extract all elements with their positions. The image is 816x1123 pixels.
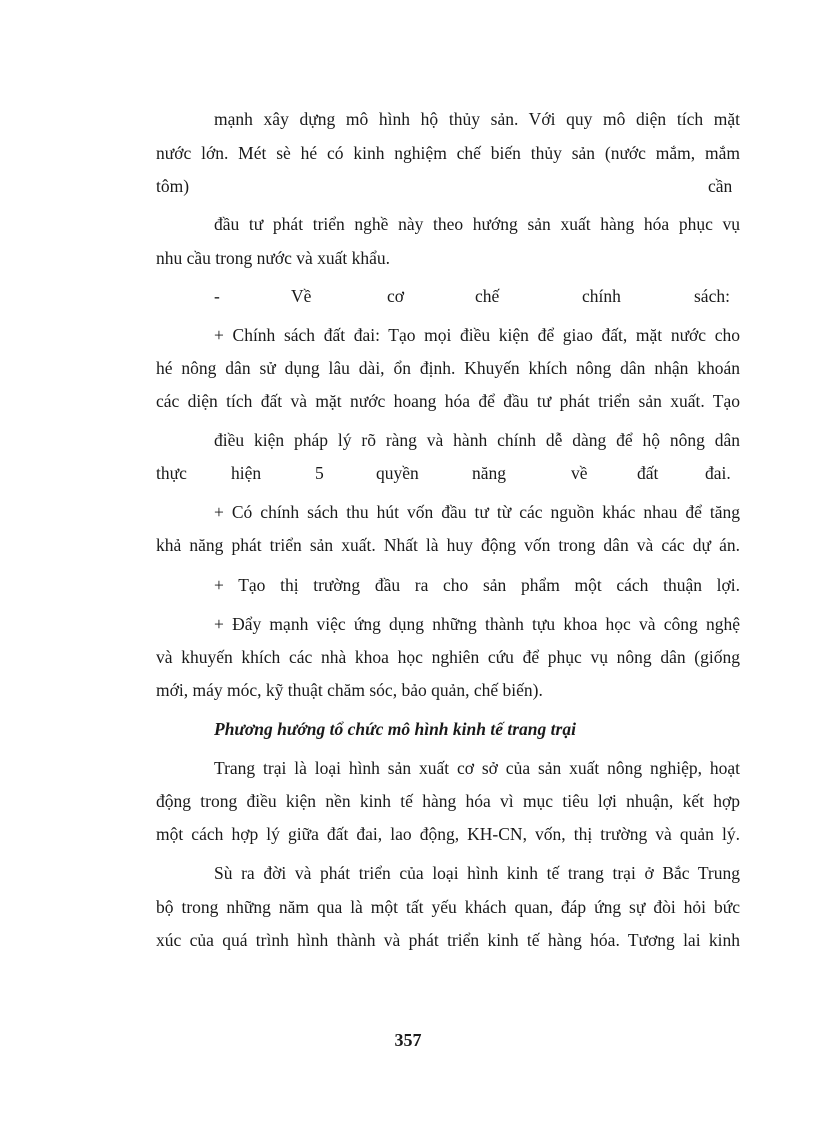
text-line: xúc của quá trình hình thành và phát triển kinh tế hàng hóa. Tương lai kinh [156, 930, 740, 950]
text-line: và khuyến khích các nhà khoa học nghiên cứu để phục vụ nông dân (giống [156, 647, 740, 667]
section-heading: Phương hướng tổ chức mô hình kinh tế trang trại [214, 719, 576, 739]
text-word: chế [475, 286, 500, 306]
text-word: chính [582, 286, 621, 306]
text-line: động trong điều kiện nền kinh tế hàng hóa vì mục tiêu lợi nhuận, kết hợp [156, 791, 740, 811]
text-word: 5 [315, 463, 324, 483]
text-line: Trang trại là loại hình sản xuất cơ sở của sản xuất nông nghiệp, hoạt [214, 758, 740, 778]
text-word: quyền [376, 463, 419, 483]
text-word: đai. [705, 463, 731, 483]
text-word: hiện [231, 463, 262, 483]
text-line: một cách hợp lý giữa đất đai, lao động, KH-CN, vốn, thị trường và quản lý. [156, 824, 740, 844]
text-word: đất [637, 463, 659, 483]
text-line: các diện tích đất và mặt nước hoang hóa để đầu tư phát triển sản xuất. Tạo [156, 391, 740, 411]
text-line: Sù ra đời và phát triển của loại hình kinh tế trang trại ở Bắc Trung [214, 863, 740, 883]
text-line: bộ trong những năm qua là một tất yếu khách quan, đáp ứng sự đòi hỏi bức [156, 897, 740, 917]
text-line: + Đẩy mạnh việc ứng dụng những thành tựu khoa học và công nghệ [214, 614, 740, 634]
text-line: + Tạo thị trường đầu ra cho sản phẩm một cách thuận lợi. [214, 575, 740, 595]
text-word: thực [156, 463, 187, 483]
text-line: nhu cầu trong nước và xuất khẩu. [156, 248, 391, 268]
page-number: 357 [394, 1030, 422, 1050]
text-line: cần [708, 176, 733, 196]
text-word: cơ [387, 286, 405, 306]
text-word: - [214, 286, 220, 306]
text-line: nước lớn. Mét sè hé có kinh nghiệm chế biến thủy sản (nước mắm, mắm [156, 143, 740, 163]
text-word: Về [291, 286, 312, 306]
text-word: năng [472, 463, 507, 483]
text-line: mạnh xây dựng mô hình hộ thủy sản. Với quy mô diện tích mặt [214, 109, 740, 129]
text-line: + Có chính sách thu hút vốn đầu tư từ các nguồn khác nhau để tăng [214, 502, 740, 522]
text-line: hé nông dân sử dụng lâu dài, ổn định. Khuyến khích nông dân nhận khoán [156, 358, 740, 378]
text-line: mới, máy móc, kỹ thuật chăm sóc, bảo quản, chế biến). [156, 680, 543, 700]
text-line: điều kiện pháp lý rõ ràng và hành chính dễ dàng để hộ nông dân [214, 430, 740, 450]
text-word: về [571, 463, 588, 483]
text-line: đầu tư phát triển nghề này theo hướng sản xuất hàng hóa phục vụ [214, 214, 740, 234]
text-line: + Chính sách đất đai: Tạo mọi điều kiện để giao đất, mặt nước cho [214, 325, 740, 345]
text-line: tôm) [156, 176, 190, 196]
text-word: sách: [694, 286, 730, 306]
text-line: khả năng phát triển sản xuất. Nhất là huy động vốn trong dân và các dự án. [156, 535, 740, 555]
